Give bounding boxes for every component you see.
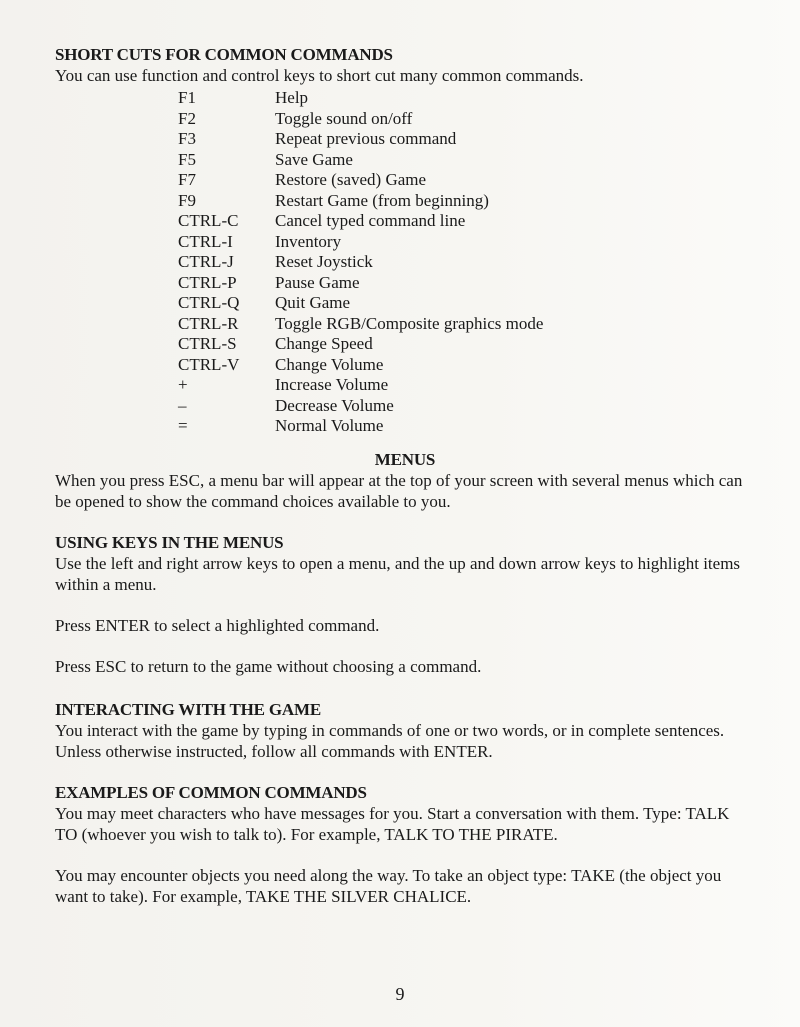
- shortcut-key: F5: [178, 149, 196, 169]
- shortcuts-intro: You can use function and control keys to short cut many common commands.: [55, 66, 584, 85]
- shortcut-action: Cancel typed command line: [275, 211, 466, 230]
- shortcut-row: [178, 396, 543, 417]
- shortcut-key: F1: [178, 88, 196, 107]
- shortcut-action: Toggle RGB/Composite graphics mode: [275, 313, 544, 333]
- shortcut-row: [178, 375, 543, 396]
- shortcut-action: Normal Volume: [275, 416, 384, 435]
- shortcut-key: CTRL-P: [178, 272, 237, 292]
- shortcut-action: Save Game: [275, 149, 353, 169]
- shortcut-row: [178, 314, 543, 335]
- shortcut-key: F9: [178, 190, 196, 210]
- shortcut-row: [178, 232, 543, 253]
- esc-instruction: Press ESC to return to the game without choosing a command.: [55, 656, 482, 676]
- shortcut-action: Decrease Volume: [275, 395, 394, 415]
- interacting-text: You interact with the game by typing in commands of one or two words, or in complete sentences. Unless otherwise instructed, follow all commands with ENTER.: [55, 720, 725, 761]
- shortcut-key: CTRL-J: [178, 252, 234, 271]
- shortcut-key: CTRL-I: [178, 231, 233, 251]
- shortcut-key: CTRL-C: [178, 211, 239, 230]
- shortcut-key: CTRL-Q: [178, 293, 240, 312]
- shortcut-row: [178, 88, 543, 109]
- shortcut-row: [178, 170, 543, 191]
- shortcut-row: [178, 334, 543, 355]
- examples-heading: EXAMPLES OF COMMON COMMANDS: [55, 782, 367, 802]
- page-content: [55, 44, 755, 907]
- shortcut-key: F7: [178, 170, 196, 189]
- shortcut-action: Inventory: [275, 231, 342, 251]
- shortcut-key: +: [178, 375, 188, 394]
- shortcut-row: [178, 416, 543, 437]
- shortcut-key: CTRL-S: [178, 334, 237, 353]
- shortcut-row: [178, 191, 543, 212]
- shortcut-key: F3: [178, 129, 196, 148]
- menus-text: When you press ESC, a menu bar will appear at the top of your screen with several menus which can be opened to show the command choices available to you.: [55, 470, 743, 511]
- shortcut-action: Change Speed: [275, 334, 373, 353]
- interacting-heading: INTERACTING WITH THE GAME: [55, 699, 321, 719]
- shortcut-key: CTRL-R: [178, 313, 239, 333]
- shortcut-action: Change Volume: [275, 354, 384, 374]
- shortcut-row: [178, 109, 543, 130]
- using-keys-text: Use the left and right arrow keys to open a menu, and the up and down arrow keys to highlight items within a menu.: [55, 553, 741, 594]
- shortcut-table: [178, 88, 543, 437]
- shortcut-row: [178, 293, 543, 314]
- shortcut-action: Restore (saved) Game: [275, 170, 427, 189]
- shortcut-key: –: [178, 395, 187, 415]
- shortcut-key: CTRL-V: [178, 354, 240, 374]
- shortcut-row: [178, 129, 543, 150]
- shortcut-action: Restart Game (from beginning): [275, 190, 489, 210]
- talk-example-text: You may meet characters who have messages for you. Start a conversation with them. Type: TALK TO (whoever you wish to talk to). For example, TALK TO THE PIRATE.: [55, 803, 730, 844]
- shortcut-row: [178, 273, 543, 294]
- take-example-text: You may encounter objects you need along the way. To take an object type: TAKE (the object you want to take). For example, TAKE THE SILVER CHALICE.: [55, 865, 722, 906]
- shortcut-key: =: [178, 416, 188, 435]
- shortcut-action: Repeat previous command: [275, 129, 457, 148]
- shortcut-action: Increase Volume: [275, 375, 389, 394]
- shortcut-row: [178, 355, 543, 376]
- shortcut-key: F2: [178, 108, 196, 128]
- page-number: 9: [395, 984, 405, 1004]
- enter-instruction: Press ENTER to select a highlighted command.: [55, 615, 380, 635]
- shortcut-action: Reset Joystick: [275, 252, 373, 271]
- shortcut-row: [178, 150, 543, 171]
- shortcut-row: [178, 252, 543, 273]
- using-keys-heading: USING KEYS IN THE MENUS: [55, 532, 284, 552]
- shortcut-row: [178, 211, 543, 232]
- shortcut-action: Toggle sound on/off: [275, 108, 413, 128]
- shortcuts-heading: SHORT CUTS FOR COMMON COMMANDS: [55, 45, 393, 64]
- menus-heading: MENUS: [374, 449, 436, 469]
- shortcut-action: Pause Game: [275, 272, 360, 292]
- shortcut-action: Help: [275, 88, 309, 107]
- shortcut-action: Quit Game: [275, 293, 351, 312]
